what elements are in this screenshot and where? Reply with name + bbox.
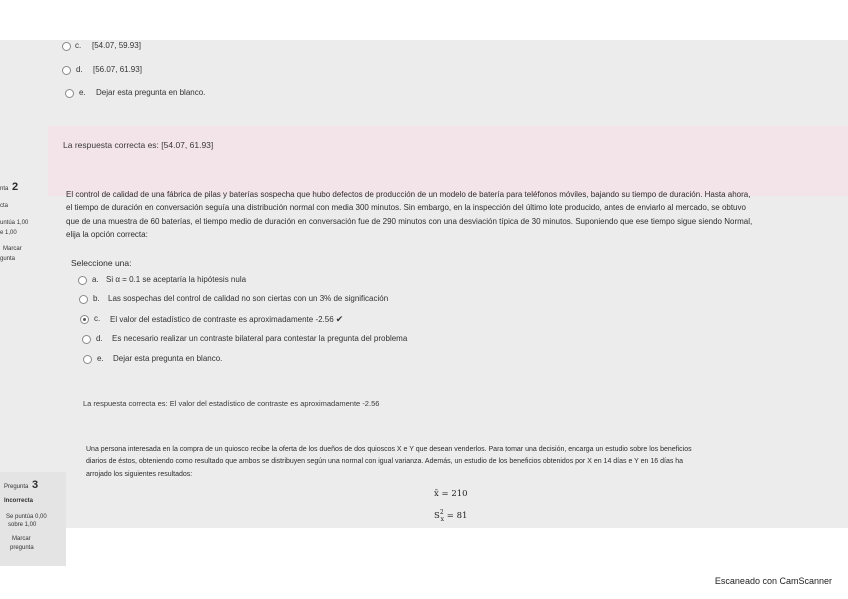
q3-label: Pregunta: [4, 484, 29, 490]
q3-formula-variance-sup: 2: [439, 509, 444, 516]
q3-info-panel: [0, 472, 66, 566]
q2-option-c-letter: c.: [94, 314, 101, 323]
q3-formula-variance-rest: = 81: [444, 510, 468, 521]
q2-score: untúa 1,00: [0, 220, 29, 226]
q3-flag-line2[interactable]: pregunta: [10, 545, 34, 551]
q2-option-b-radio[interactable]: [79, 295, 88, 304]
q3-number: 3: [32, 479, 39, 491]
q3-text-line-3: arrojado los siguientes resultados:: [86, 471, 193, 478]
q2-flag-line1[interactable]: Marcar: [3, 246, 22, 252]
q3-max-score: sobre 1,00: [8, 522, 37, 528]
q2-option-e-text: Dejar esta pregunta en blanco.: [113, 354, 223, 363]
q2-correct-answer: La respuesta correcta es: El valor del estadístico de contraste es aproximadamente -2.56: [83, 399, 380, 408]
q2-option-c-label: El valor del estadístico de contraste es aproximadamente -2.56: [110, 315, 334, 324]
q1-option-d-radio[interactable]: [62, 66, 71, 75]
q1-option-d-letter: d.: [76, 65, 83, 74]
q2-option-e-radio[interactable]: [83, 355, 92, 364]
q1-option-e-text: Dejar esta pregunta en blanco.: [96, 88, 206, 97]
q2-option-b-text: Las sospechas del control de calidad no son ciertas con un 3% de significación: [108, 294, 389, 303]
q1-option-c-text: [54.07, 59.93]: [92, 41, 141, 50]
q1-option-e-letter: e.: [79, 88, 86, 97]
q2-option-c-radio[interactable]: [80, 315, 89, 324]
q2-text-line-3: que de una muestra de 60 baterías, el tiempo medio de duración en conversación fue de 290 minutos con una desviación típica de 30 minutos. Suponiendo que ese tiempo sigue siendo Normal,: [66, 217, 753, 226]
q2-option-d-text: Es necesario realizar un contraste bilateral para contestar la pregunta del problema: [112, 334, 408, 343]
q2-select-label: Seleccione una:: [71, 258, 132, 268]
q2-max-score: e 1,00: [0, 230, 17, 236]
q2-option-c-text: [110, 314, 343, 325]
q3-text-line-1: Una persona interesada en la compra de un quiosco recibe la oferta de los dueños de dos quioscos X e Y que desean venderlos. Para tomar una decisión, encarga un estudio sobre los beneficios: [86, 446, 692, 453]
q2-text-line-2: el tiempo de duración en conversación seguía una distribución normal con media 300 minutos. Sin embargo, en la inspección del último lote producido, antes de enviarlo al mercado, se obtuvo: [66, 203, 746, 212]
q3-formula-variance-sub: x: [440, 515, 445, 523]
q2-option-a-radio[interactable]: [78, 276, 87, 285]
camscanner-watermark: Escaneado con CamScanner: [714, 576, 832, 586]
q2-option-a-letter: a.: [92, 275, 99, 284]
q2-option-d-radio[interactable]: [82, 335, 91, 344]
q1-option-d-text: [56.07, 61.93]: [93, 65, 142, 74]
q3-flag-line1[interactable]: Marcar: [12, 536, 31, 542]
scanned-quiz-page: [0, 40, 848, 551]
q2-label: nta: [0, 186, 9, 192]
q2-text-line-1: El control de calidad de una fábrica de pilas y baterías sospecha que hubo defectos de producción de un modelo de batería para teléfonos móviles, bajando su tiempo de duración. Hasta ahora,: [66, 190, 751, 199]
q3-score: Se puntúa 0,00: [6, 514, 47, 520]
q3-text-line-2: diarios de éstos, obteniendo como resultado que ambos se distribuyen según una normal con igual varianza. Además, un estudio de los beneficios obtenidos por X en 14 días e Y en 16 días ha: [86, 458, 684, 465]
q3-formula-mean: x̄ = 210: [434, 489, 468, 499]
q1-option-e-radio[interactable]: [65, 89, 74, 98]
q1-option-c-letter: c.: [75, 41, 82, 50]
q2-number: 2: [12, 181, 19, 193]
q2-text-line-4: elija la opción correcta:: [66, 230, 148, 239]
q3-status: Incorrecta: [4, 498, 34, 504]
q2-flag-line2[interactable]: gunta: [0, 256, 16, 262]
q2-option-e-letter: e.: [97, 354, 104, 363]
q2-status: cta: [0, 203, 9, 209]
q1-option-c-radio[interactable]: [62, 42, 71, 51]
q1-feedback-panel: [48, 126, 848, 196]
q1-correct-answer: La respuesta correcta es: [54.07, 61.93]: [63, 140, 214, 150]
q3-formula-variance: [434, 509, 467, 523]
q2-option-a-text: Si α = 0.1 se aceptaría la hipótesis nula: [106, 275, 247, 284]
q3-formula-variance-base: S: [434, 510, 440, 521]
q2-option-d-letter: d.: [96, 334, 103, 343]
q2-option-b-letter: b.: [93, 294, 100, 303]
correct-check-icon: ✔: [335, 314, 344, 324]
